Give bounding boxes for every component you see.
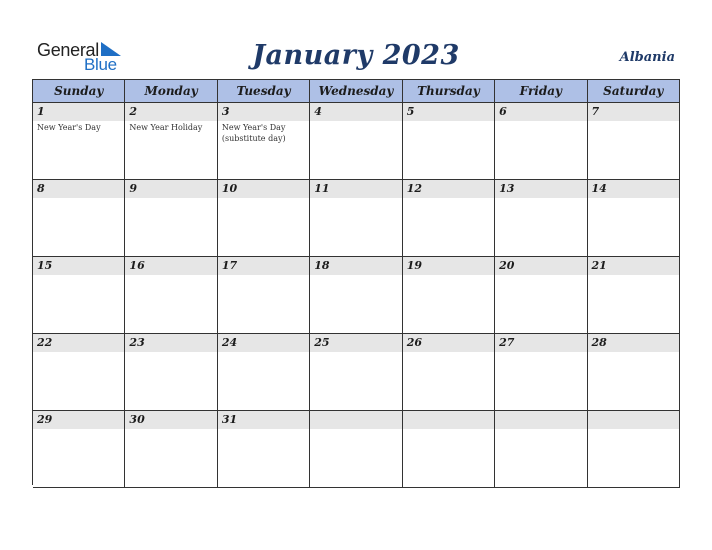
day-number: 26 xyxy=(403,334,494,352)
holiday-note xyxy=(495,121,586,125)
day-cell[interactable] xyxy=(403,334,495,411)
holiday-note xyxy=(218,198,309,202)
day-number xyxy=(310,411,401,429)
day-cell[interactable] xyxy=(125,411,217,488)
holiday-note xyxy=(403,275,494,279)
day-number: 31 xyxy=(218,411,309,429)
holiday-note xyxy=(310,198,401,202)
week-row xyxy=(33,411,680,488)
holiday-note xyxy=(218,429,309,433)
weekday-header-row xyxy=(33,80,680,103)
day-cell[interactable] xyxy=(33,103,125,180)
calendar-title: January 2023 xyxy=(252,40,460,71)
holiday-note xyxy=(588,429,679,433)
day-number: 24 xyxy=(218,334,309,352)
day-number: 12 xyxy=(403,180,494,198)
day-cell[interactable] xyxy=(495,334,587,411)
holiday-note xyxy=(33,198,124,202)
day-cell[interactable] xyxy=(403,411,495,488)
weekday-header: Monday xyxy=(125,80,217,103)
day-cell[interactable] xyxy=(218,103,310,180)
day-number: 10 xyxy=(218,180,309,198)
day-cell[interactable] xyxy=(310,180,402,257)
day-number: 3 xyxy=(218,103,309,121)
day-number: 4 xyxy=(310,103,401,121)
holiday-note xyxy=(403,198,494,202)
day-cell[interactable] xyxy=(125,180,217,257)
country-label: Albania xyxy=(619,50,675,65)
holiday-note xyxy=(403,352,494,356)
holiday-note xyxy=(33,429,124,433)
day-cell[interactable] xyxy=(218,411,310,488)
day-number: 5 xyxy=(403,103,494,121)
week-row xyxy=(33,334,680,411)
week-row xyxy=(33,257,680,334)
day-number: 16 xyxy=(125,257,216,275)
holiday-note xyxy=(33,275,124,279)
logo-text-general: General xyxy=(37,40,99,60)
holiday-note xyxy=(495,429,586,433)
holiday-note xyxy=(495,198,586,202)
holiday-note: New Year's Day (substitute day) xyxy=(221,123,286,143)
day-cell[interactable] xyxy=(33,334,125,411)
day-cell[interactable] xyxy=(310,411,402,488)
day-number: 13 xyxy=(495,180,586,198)
day-number: 30 xyxy=(125,411,216,429)
day-cell[interactable] xyxy=(588,180,680,257)
holiday-note xyxy=(310,352,401,356)
day-cell[interactable] xyxy=(495,257,587,334)
day-cell[interactable] xyxy=(125,334,217,411)
day-number: 19 xyxy=(403,257,494,275)
weekday-header: Friday xyxy=(495,80,587,103)
holiday-note: New Year's Day xyxy=(37,123,101,132)
day-number: 23 xyxy=(125,334,216,352)
day-number: 1 xyxy=(33,103,124,121)
day-number: 20 xyxy=(495,257,586,275)
day-cell[interactable] xyxy=(33,180,125,257)
day-cell[interactable] xyxy=(218,334,310,411)
holiday-note xyxy=(495,275,586,279)
logo-text-blue: Blue xyxy=(84,55,117,74)
day-cell[interactable] xyxy=(403,103,495,180)
day-number: 7 xyxy=(588,103,679,121)
week-row xyxy=(33,103,680,180)
day-cell[interactable] xyxy=(218,257,310,334)
weekday-header: Sunday xyxy=(33,80,125,103)
holiday-note xyxy=(310,121,401,125)
day-number: 28 xyxy=(588,334,679,352)
day-number: 22 xyxy=(33,334,124,352)
day-cell[interactable] xyxy=(33,257,125,334)
day-cell[interactable] xyxy=(495,180,587,257)
holiday-note xyxy=(588,198,679,202)
day-number xyxy=(588,411,679,429)
day-cell[interactable] xyxy=(125,257,217,334)
day-cell[interactable] xyxy=(310,334,402,411)
holiday-note xyxy=(310,429,401,433)
day-number: 2 xyxy=(125,103,216,121)
day-cell[interactable] xyxy=(588,411,680,488)
holiday-note xyxy=(218,352,309,356)
day-cell[interactable] xyxy=(403,180,495,257)
day-number: 21 xyxy=(588,257,679,275)
holiday-note xyxy=(125,198,216,202)
weekday-header: Wednesday xyxy=(310,80,402,103)
weekday-header: Saturday xyxy=(588,80,680,103)
day-cell[interactable] xyxy=(125,103,217,180)
day-number: 14 xyxy=(588,180,679,198)
holiday-note: New Year Holiday xyxy=(129,123,203,132)
holiday-note xyxy=(125,429,216,433)
holiday-note xyxy=(588,275,679,279)
day-cell[interactable] xyxy=(33,411,125,488)
day-number: 8 xyxy=(33,180,124,198)
holiday-note xyxy=(310,275,401,279)
holiday-note xyxy=(403,429,494,433)
day-number: 18 xyxy=(310,257,401,275)
day-number: 6 xyxy=(495,103,586,121)
day-number: 15 xyxy=(33,257,124,275)
holiday-note xyxy=(403,121,494,125)
holiday-note xyxy=(218,275,309,279)
day-number: 11 xyxy=(310,180,401,198)
day-cell[interactable] xyxy=(588,334,680,411)
day-cell[interactable] xyxy=(310,103,402,180)
week-row xyxy=(33,180,680,257)
day-number xyxy=(495,411,586,429)
day-cell[interactable] xyxy=(218,180,310,257)
weekday-header: Thursday xyxy=(403,80,495,103)
day-number xyxy=(403,411,494,429)
holiday-note xyxy=(33,352,124,356)
calendar-grid xyxy=(32,79,680,485)
holiday-note xyxy=(125,275,216,279)
day-cell[interactable] xyxy=(403,257,495,334)
weekday-header: Tuesday xyxy=(218,80,310,103)
day-cell[interactable] xyxy=(588,103,680,180)
day-cell[interactable] xyxy=(310,257,402,334)
day-number: 25 xyxy=(310,334,401,352)
day-cell[interactable] xyxy=(495,411,587,488)
day-number: 27 xyxy=(495,334,586,352)
day-cell[interactable] xyxy=(495,103,587,180)
holiday-note xyxy=(495,352,586,356)
holiday-note xyxy=(588,352,679,356)
day-number: 9 xyxy=(125,180,216,198)
day-number: 29 xyxy=(33,411,124,429)
holiday-note xyxy=(588,121,679,125)
weeks-container xyxy=(33,103,680,488)
day-number: 17 xyxy=(218,257,309,275)
holiday-note xyxy=(125,352,216,356)
day-cell[interactable] xyxy=(588,257,680,334)
